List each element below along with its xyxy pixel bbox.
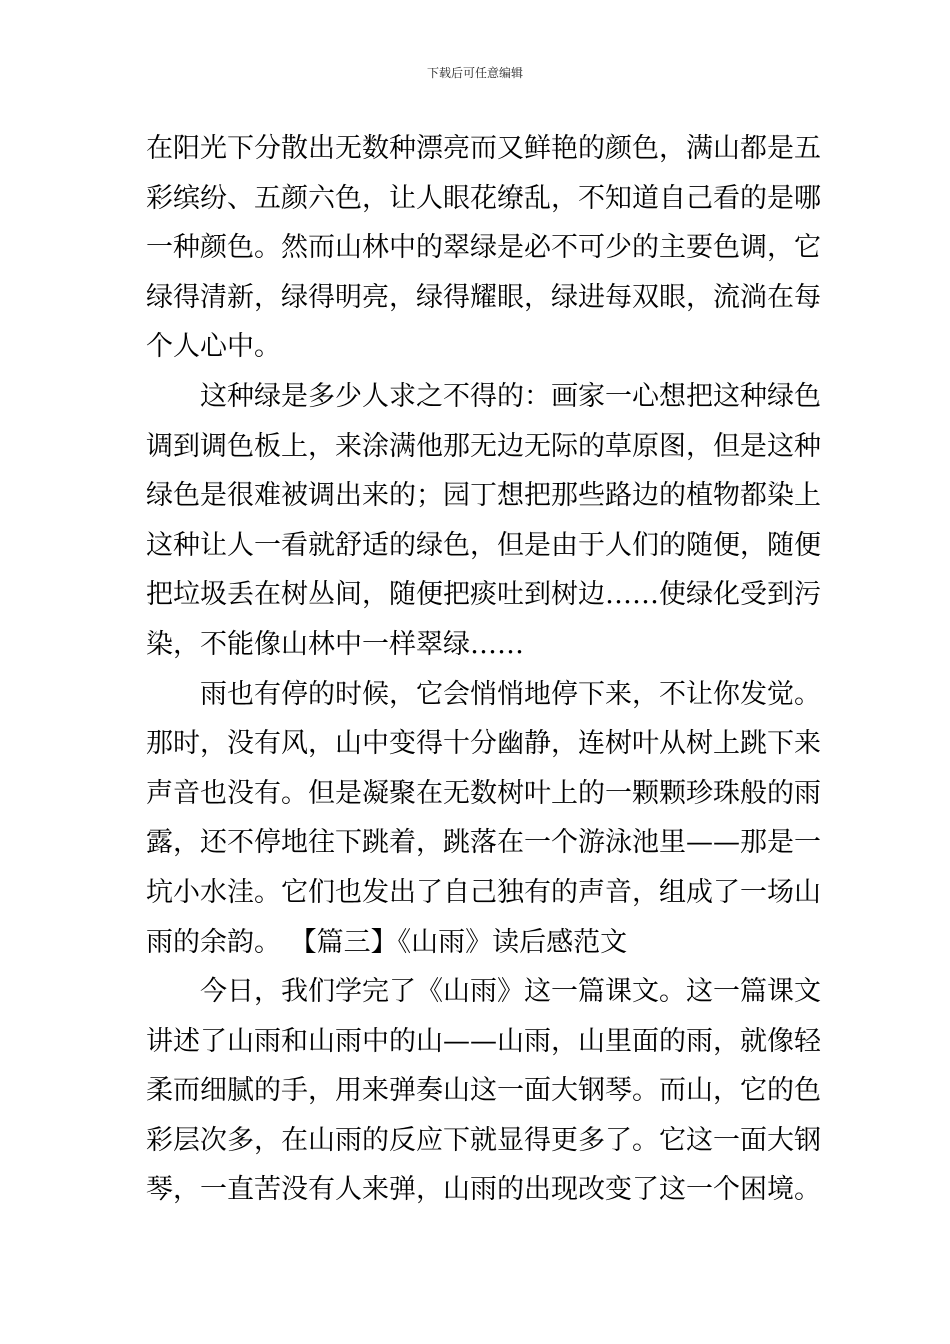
text-line: 绿得清新，绿得明亮，绿得耀眼，绿进每双眼，流淌在每 [146, 281, 821, 313]
text-line: 讲述了山雨和山雨中的山——山雨，山里面的雨，就像轻 [146, 1025, 821, 1057]
paragraph-start-line: 雨也有停的时候，它会悄悄地停下来，不让你发觉。 [200, 678, 821, 710]
text-line: 那时，没有风，山中变得十分幽静，连树叶从树上跳下来 [146, 728, 821, 760]
text-line: 这种让人一看就舒适的绿色，但是由于人们的随便，随便 [146, 529, 821, 561]
text-line: 染，不能像山林中一样翠绿…… [146, 628, 524, 660]
text-line: 把垃圾丢在树丛间，随便把痰吐到树边……使绿化受到污 [146, 579, 821, 611]
document-body [146, 124, 821, 1215]
text-line: 柔而细腻的手，用来弹奏山这一面大钢琴。而山，它的色 [146, 1075, 821, 1107]
paragraph-start-line: 今日，我们学完了《山雨》这一篇课文。这一篇课文 [200, 976, 821, 1008]
text-line: 个人心中。 [146, 331, 281, 363]
text-line: 声音也没有。但是凝聚在无数树叶上的一颗颗珍珠般的雨 [146, 777, 821, 809]
paragraph-start-line: 这种绿是多少人求之不得的：画家一心想把这种绿色 [200, 380, 821, 412]
text-line: 露，还不停地往下跳着，跳落在一个游泳池里——那是一 [146, 827, 821, 859]
text-line: 绿色是很难被调出来的；园丁想把那些路边的植物都染上 [146, 480, 821, 512]
text-line: 琴，一直苦没有人来弹，山雨的出现改变了这一个困境。 [146, 1174, 821, 1206]
text-line: 调到调色板上，来涂满他那无边无际的草原图，但是这种 [146, 430, 821, 462]
text-line: 坑小水洼。它们也发出了自己独有的声音，组成了一场山 [146, 876, 821, 908]
text-line: 雨的余韵。 【篇三】《山雨》读后感范文 [146, 926, 628, 958]
page-header: 下载后可任意编辑 [426, 66, 523, 80]
text-line: 彩层次多，在山雨的反应下就显得更多了。它这一面大钢 [146, 1124, 821, 1156]
text-line: 彩缤纷、五颜六色，让人眼花缭乱，不知道自己看的是哪 [146, 182, 821, 214]
text-line: 在阳光下分散出无数种漂亮而又鲜艳的颜色，满山都是五 [146, 133, 821, 164]
text-line: 一种颜色。然而山林中的翠绿是必不可少的主要色调，它 [146, 232, 821, 264]
